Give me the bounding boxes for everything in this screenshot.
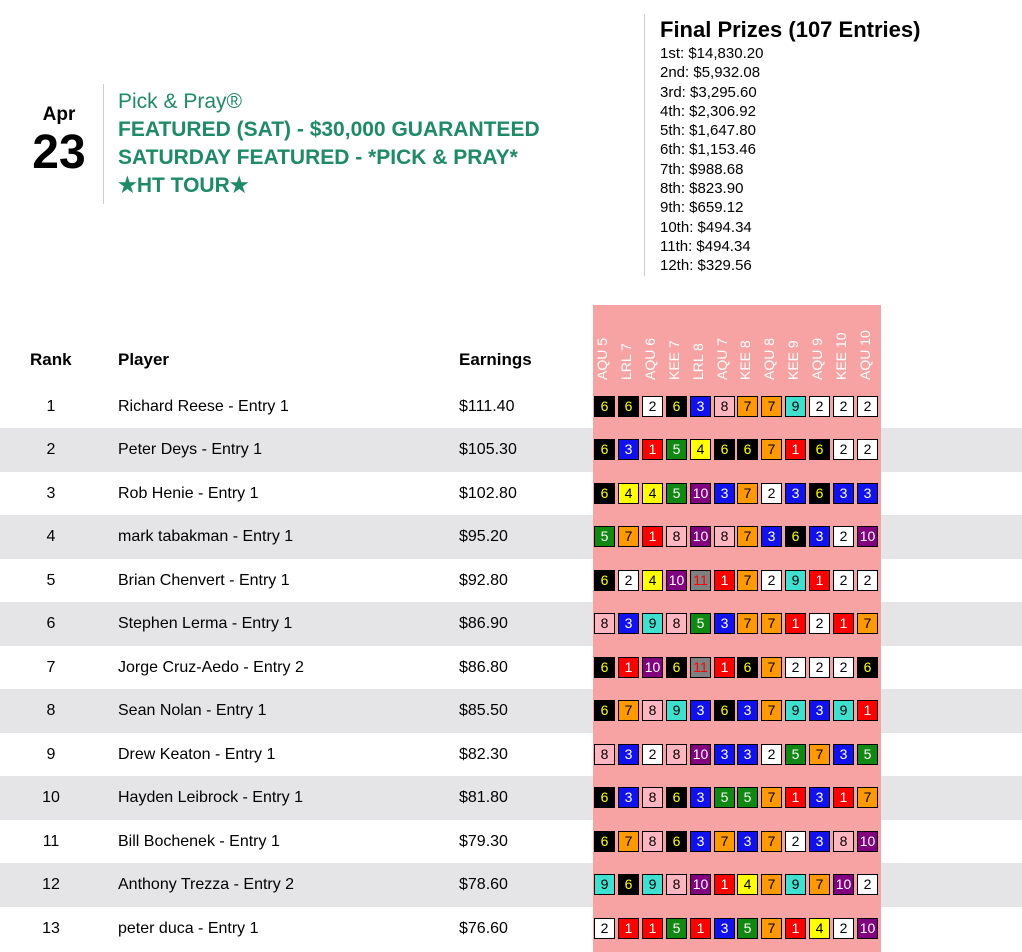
rank-cell: 5 bbox=[46, 571, 56, 589]
earnings-header: Earnings bbox=[459, 350, 532, 369]
pick-badge: 1 bbox=[785, 918, 806, 939]
date-divider bbox=[103, 84, 104, 204]
earnings-cell: $82.30 bbox=[459, 745, 508, 763]
race-header-label: AQU 10 bbox=[857, 330, 873, 380]
pick-badge: 6 bbox=[737, 657, 758, 678]
pick-badge: 6 bbox=[594, 787, 615, 808]
pick-badge: 1 bbox=[833, 787, 854, 808]
player-name[interactable]: Hayden Leibrock - Entry 1 bbox=[118, 789, 303, 806]
pick-badge: 1 bbox=[833, 613, 854, 634]
pick-badge: 8 bbox=[714, 396, 735, 417]
race-header-label: AQU 8 bbox=[761, 337, 777, 380]
pick-badge: 2 bbox=[761, 744, 782, 765]
race-header bbox=[666, 305, 688, 380]
pick-badge: 4 bbox=[809, 918, 830, 939]
pick-badge: 8 bbox=[594, 744, 615, 765]
pick-badge: 6 bbox=[594, 657, 615, 678]
prize-item: 6th: $1,153.46 bbox=[660, 141, 756, 159]
race-header bbox=[761, 305, 783, 380]
rank-cell: 6 bbox=[46, 615, 56, 632]
pick-badge: 5 bbox=[666, 439, 687, 460]
pick-badge: 1 bbox=[785, 439, 806, 460]
pick-badge: 8 bbox=[666, 744, 687, 765]
prize-item: 12th: $329.56 bbox=[660, 257, 752, 275]
pick-badge: 1 bbox=[642, 439, 663, 460]
table-row[interactable] bbox=[0, 733, 1022, 777]
rank-cell: 2 bbox=[46, 441, 56, 458]
pick-badge: 5 bbox=[737, 787, 758, 808]
contest-brand: Pick & Pray® bbox=[118, 90, 243, 113]
pick-badge: 7 bbox=[618, 700, 639, 721]
pick-badge: 7 bbox=[737, 396, 758, 417]
race-header-label: AQU 6 bbox=[642, 337, 658, 380]
pick-badge: 10 bbox=[857, 526, 878, 547]
pick-badge: 3 bbox=[690, 396, 711, 417]
pick-badge: 6 bbox=[809, 439, 830, 460]
contest-title-line-3: ★HT TOUR★ bbox=[118, 174, 249, 197]
pick-badge: 5 bbox=[737, 918, 758, 939]
race-header bbox=[857, 305, 879, 380]
pick-badge: 6 bbox=[785, 526, 806, 547]
pick-badge: 3 bbox=[809, 526, 830, 547]
pick-badge: 3 bbox=[761, 526, 782, 547]
pick-badge: 5 bbox=[714, 787, 735, 808]
table-row[interactable] bbox=[0, 472, 1022, 516]
pick-badge: 3 bbox=[737, 831, 758, 852]
table-row[interactable] bbox=[0, 385, 1022, 429]
pick-badge: 6 bbox=[618, 874, 639, 895]
race-header bbox=[833, 305, 855, 380]
contest-title-line-1: FEATURED (SAT) - $30,000 GUARANTEED bbox=[118, 118, 540, 141]
pick-badge: 2 bbox=[833, 526, 854, 547]
earnings-cell: $92.80 bbox=[459, 571, 508, 589]
pick-badge: 4 bbox=[618, 483, 639, 504]
race-header-label: KEE 9 bbox=[785, 340, 801, 380]
race-header-label: AQU 9 bbox=[809, 337, 825, 380]
pick-badge: 6 bbox=[594, 483, 615, 504]
pick-badge: 2 bbox=[833, 657, 854, 678]
player-name[interactable]: mark tabakman - Entry 1 bbox=[118, 528, 294, 545]
pick-badge: 2 bbox=[642, 396, 663, 417]
pick-badge: 9 bbox=[785, 570, 806, 591]
player-name[interactable]: Peter Deys - Entry 1 bbox=[118, 441, 263, 458]
table-row[interactable] bbox=[0, 776, 1022, 820]
pick-badge: 5 bbox=[666, 483, 687, 504]
pick-badge: 1 bbox=[714, 874, 735, 895]
pick-badge: 8 bbox=[594, 613, 615, 634]
pick-badge: 10 bbox=[833, 874, 854, 895]
race-header-label: KEE 10 bbox=[833, 332, 849, 380]
pick-badge: 11 bbox=[690, 570, 711, 591]
race-header-label: LRL 7 bbox=[618, 343, 634, 380]
pick-badge: 1 bbox=[690, 918, 711, 939]
rank-cell: 7 bbox=[46, 658, 56, 676]
prize-item: 1st: $14,830.20 bbox=[660, 45, 764, 62]
pick-badge: 3 bbox=[690, 787, 711, 808]
pick-badge: 1 bbox=[809, 570, 830, 591]
prize-item: 3rd: $3,295.60 bbox=[660, 83, 757, 101]
pick-badge: 2 bbox=[761, 570, 782, 591]
pick-badge: 2 bbox=[857, 570, 878, 591]
pick-badge: 3 bbox=[737, 744, 758, 765]
earnings-cell: $111.40 bbox=[459, 397, 515, 415]
pick-badge: 8 bbox=[642, 700, 663, 721]
table-row[interactable] bbox=[0, 559, 1022, 603]
pick-badge: 4 bbox=[690, 439, 711, 460]
prize-list bbox=[660, 44, 920, 276]
pick-badge: 6 bbox=[618, 396, 639, 417]
pick-badge: 6 bbox=[594, 831, 615, 852]
pick-badge: 10 bbox=[666, 570, 687, 591]
pick-badge: 3 bbox=[618, 744, 639, 765]
pick-badge: 2 bbox=[857, 439, 878, 460]
prize-item: 4th: $2,306.92 bbox=[660, 102, 756, 120]
pick-badge: 1 bbox=[642, 918, 663, 939]
earnings-cell: $86.80 bbox=[459, 658, 508, 676]
pick-badge: 7 bbox=[761, 831, 782, 852]
pick-badge: 5 bbox=[785, 744, 806, 765]
rank-cell: 9 bbox=[46, 745, 56, 763]
pick-badge: 6 bbox=[857, 657, 878, 678]
rank-header: Rank bbox=[30, 350, 72, 369]
pick-badge: 3 bbox=[833, 744, 854, 765]
player-name[interactable]: peter duca - Entry 1 bbox=[118, 919, 259, 937]
pick-badge: 5 bbox=[666, 918, 687, 939]
pick-badge: 7 bbox=[761, 918, 782, 939]
event-day: 23 bbox=[32, 126, 86, 179]
table-row[interactable] bbox=[0, 428, 1022, 472]
player-name[interactable]: Bill Bochenek - Entry 1 bbox=[118, 832, 280, 850]
pick-badge: 5 bbox=[690, 613, 711, 634]
pick-badge: 10 bbox=[690, 874, 711, 895]
race-header bbox=[785, 305, 807, 380]
pick-badge: 7 bbox=[761, 874, 782, 895]
prize-item: 2nd: $5,932.08 bbox=[660, 64, 761, 82]
pick-badge: 3 bbox=[833, 483, 854, 504]
player-name[interactable]: Jorge Cruz-Aedo - Entry 2 bbox=[118, 658, 304, 676]
prize-item: 5th: $1,647.80 bbox=[660, 122, 756, 140]
earnings-cell: $86.90 bbox=[459, 615, 508, 632]
prizes-divider bbox=[644, 14, 645, 276]
rank-cell: 10 bbox=[42, 789, 60, 806]
pick-badge: 3 bbox=[714, 613, 735, 634]
earnings-cell: $78.60 bbox=[459, 876, 508, 893]
pick-badge: 7 bbox=[761, 613, 782, 634]
pick-badge: 7 bbox=[618, 526, 639, 547]
prize-item: 9th: $659.12 bbox=[660, 199, 744, 217]
prize-item: 7th: $988.68 bbox=[660, 160, 744, 178]
pick-badge: 7 bbox=[761, 657, 782, 678]
pick-badge: 10 bbox=[642, 657, 663, 678]
race-header bbox=[714, 305, 736, 380]
pick-badge: 2 bbox=[809, 657, 830, 678]
pick-badge: 1 bbox=[714, 657, 735, 678]
pick-badge: 9 bbox=[666, 700, 687, 721]
race-header-label: KEE 7 bbox=[666, 340, 682, 380]
pick-badge: 10 bbox=[857, 918, 878, 939]
pick-badge: 2 bbox=[809, 613, 830, 634]
pick-badge: 7 bbox=[761, 700, 782, 721]
contest-title[interactable] bbox=[118, 88, 540, 200]
pick-badge: 2 bbox=[833, 439, 854, 460]
pick-badge: 6 bbox=[594, 570, 615, 591]
pick-badge: 10 bbox=[690, 744, 711, 765]
pick-badge: 9 bbox=[785, 874, 806, 895]
pick-badge: 10 bbox=[690, 526, 711, 547]
pick-badge: 6 bbox=[666, 831, 687, 852]
pick-badge: 2 bbox=[809, 396, 830, 417]
table-row[interactable] bbox=[0, 820, 1022, 864]
pick-badge: 1 bbox=[642, 526, 663, 547]
earnings-cell: $85.50 bbox=[459, 702, 508, 719]
pick-badge: 3 bbox=[809, 700, 830, 721]
pick-badge: 2 bbox=[857, 874, 878, 895]
earnings-cell: $95.20 bbox=[459, 528, 508, 545]
race-header bbox=[618, 305, 640, 380]
pick-badge: 7 bbox=[714, 831, 735, 852]
pick-badge: 4 bbox=[642, 483, 663, 504]
pick-badge: 2 bbox=[857, 396, 878, 417]
pick-badge: 6 bbox=[714, 700, 735, 721]
table-row[interactable] bbox=[0, 646, 1022, 690]
pick-badge: 8 bbox=[714, 526, 735, 547]
earnings-cell: $81.80 bbox=[459, 789, 508, 806]
pick-badge: 3 bbox=[809, 831, 830, 852]
pick-badge: 2 bbox=[618, 570, 639, 591]
pick-badge: 3 bbox=[857, 483, 878, 504]
pick-badge: 3 bbox=[618, 787, 639, 808]
final-prizes bbox=[660, 16, 920, 276]
rank-cell: 11 bbox=[42, 832, 60, 850]
player-header: Player bbox=[118, 350, 170, 369]
pick-badge: 7 bbox=[857, 613, 878, 634]
rank-cell: 13 bbox=[42, 919, 60, 937]
pick-badge: 7 bbox=[761, 439, 782, 460]
table-row[interactable] bbox=[0, 602, 1022, 646]
earnings-cell: $105.30 bbox=[459, 441, 517, 458]
pick-badge: 7 bbox=[737, 483, 758, 504]
pick-badge: 10 bbox=[857, 831, 878, 852]
pick-badge: 3 bbox=[714, 918, 735, 939]
pick-badge: 7 bbox=[761, 787, 782, 808]
pick-badge: 1 bbox=[785, 787, 806, 808]
pick-badge: 3 bbox=[809, 787, 830, 808]
prizes-heading: Final Prizes (107 Entries) bbox=[660, 17, 921, 42]
prize-item: 10th: $494.34 bbox=[660, 218, 752, 236]
pick-badge: 7 bbox=[618, 831, 639, 852]
pick-badge: 3 bbox=[714, 483, 735, 504]
pick-badge: 3 bbox=[714, 744, 735, 765]
pick-badge: 3 bbox=[618, 439, 639, 460]
player-name[interactable]: Brian Chenvert - Entry 1 bbox=[118, 571, 290, 589]
pick-badge: 8 bbox=[666, 874, 687, 895]
pick-badge: 2 bbox=[833, 570, 854, 591]
pick-badge: 3 bbox=[618, 613, 639, 634]
pick-badge: 5 bbox=[594, 526, 615, 547]
pick-badge: 9 bbox=[785, 700, 806, 721]
event-date bbox=[26, 104, 92, 178]
player-name[interactable]: Stephen Lerma - Entry 1 bbox=[118, 615, 293, 632]
pick-badge: 6 bbox=[594, 439, 615, 460]
race-header-label: AQU 5 bbox=[594, 337, 610, 380]
race-header-label: KEE 8 bbox=[737, 340, 753, 380]
pick-badge: 5 bbox=[857, 744, 878, 765]
pick-badge: 6 bbox=[666, 396, 687, 417]
rank-cell: 8 bbox=[46, 702, 56, 719]
pick-badge: 8 bbox=[642, 831, 663, 852]
pick-badge: 2 bbox=[833, 918, 854, 939]
pick-badge: 2 bbox=[642, 744, 663, 765]
pick-badge: 9 bbox=[785, 396, 806, 417]
table-row[interactable] bbox=[0, 515, 1022, 559]
pick-badge: 1 bbox=[714, 570, 735, 591]
pick-badge: 8 bbox=[666, 613, 687, 634]
pick-badge: 4 bbox=[737, 874, 758, 895]
pick-badge: 6 bbox=[594, 700, 615, 721]
pick-badge: 6 bbox=[809, 483, 830, 504]
rank-cell: 12 bbox=[42, 876, 60, 893]
prize-item: 11th: $494.34 bbox=[660, 237, 751, 255]
pick-badge: 7 bbox=[737, 570, 758, 591]
pick-badge: 7 bbox=[737, 526, 758, 547]
player-name[interactable]: Anthony Trezza - Entry 2 bbox=[118, 876, 295, 893]
player-name[interactable]: Drew Keaton - Entry 1 bbox=[118, 745, 276, 763]
pick-badge: 9 bbox=[594, 874, 615, 895]
race-header bbox=[594, 305, 616, 380]
pick-badge: 6 bbox=[666, 657, 687, 678]
race-header bbox=[690, 305, 712, 380]
race-header-label: AQU 7 bbox=[714, 337, 730, 380]
rank-cell: 3 bbox=[46, 484, 56, 502]
pick-badge: 1 bbox=[618, 657, 639, 678]
pick-badge: 2 bbox=[594, 918, 615, 939]
pick-badge: 6 bbox=[737, 439, 758, 460]
table-row[interactable] bbox=[0, 689, 1022, 733]
earnings-cell: $102.80 bbox=[459, 484, 517, 502]
race-header bbox=[809, 305, 831, 380]
contest-title-line-2: SATURDAY FEATURED - *PICK & PRAY* bbox=[118, 146, 518, 169]
pick-badge: 9 bbox=[642, 874, 663, 895]
prize-item: 8th: $823.90 bbox=[660, 180, 744, 198]
pick-badge: 8 bbox=[666, 526, 687, 547]
pick-badge: 9 bbox=[642, 613, 663, 634]
pick-badge: 3 bbox=[785, 483, 806, 504]
pick-badge: 3 bbox=[690, 700, 711, 721]
pick-badge: 8 bbox=[642, 787, 663, 808]
pick-badge: 8 bbox=[833, 831, 854, 852]
race-header-label: LRL 8 bbox=[690, 343, 706, 380]
event-month: Apr bbox=[42, 104, 76, 125]
pick-badge: 2 bbox=[833, 396, 854, 417]
pick-badge: 7 bbox=[737, 613, 758, 634]
pick-badge: 6 bbox=[666, 787, 687, 808]
player-name[interactable]: Richard Reese - Entry 1 bbox=[118, 397, 289, 415]
earnings-cell: $79.30 bbox=[459, 832, 508, 850]
race-header bbox=[737, 305, 759, 380]
pick-badge: 1 bbox=[618, 918, 639, 939]
pick-badge: 9 bbox=[833, 700, 854, 721]
player-name[interactable]: Rob Henie - Entry 1 bbox=[118, 484, 259, 502]
pick-badge: 1 bbox=[785, 613, 806, 634]
pick-badge: 3 bbox=[737, 700, 758, 721]
pick-badge: 11 bbox=[690, 657, 711, 678]
pick-badge: 2 bbox=[785, 831, 806, 852]
pick-badge: 7 bbox=[761, 396, 782, 417]
earnings-cell: $76.60 bbox=[459, 919, 508, 937]
pick-badge: 1 bbox=[857, 700, 878, 721]
pick-badge: 2 bbox=[785, 657, 806, 678]
rank-cell: 4 bbox=[46, 528, 56, 545]
table-row[interactable] bbox=[0, 907, 1022, 951]
rank-cell: 1 bbox=[46, 397, 56, 415]
pick-badge: 6 bbox=[714, 439, 735, 460]
race-header bbox=[642, 305, 664, 380]
table-row[interactable] bbox=[0, 863, 1022, 907]
player-name[interactable]: Sean Nolan - Entry 1 bbox=[118, 702, 267, 719]
pick-badge: 2 bbox=[761, 483, 782, 504]
pick-badge: 7 bbox=[809, 874, 830, 895]
pick-badge: 7 bbox=[857, 787, 878, 808]
pick-badge: 4 bbox=[642, 570, 663, 591]
pick-badge: 6 bbox=[594, 396, 615, 417]
pick-badge: 3 bbox=[690, 831, 711, 852]
pick-badge: 7 bbox=[809, 744, 830, 765]
pick-badge: 10 bbox=[690, 483, 711, 504]
